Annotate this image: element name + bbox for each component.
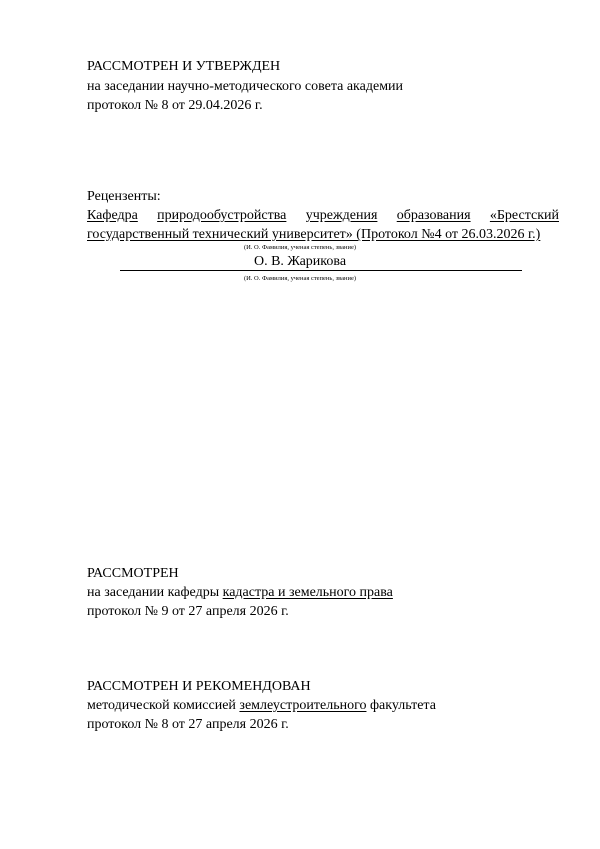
reviewer-1-word: образования [396, 208, 471, 223]
reviewer-2-name: О. В. Жарикова [253, 254, 347, 269]
reviewer-1-word: Кафедра [87, 208, 138, 223]
reviewer-1-line-1 [87, 206, 559, 226]
reviewer-1-word: учреждения [305, 208, 378, 223]
approved-line-1: на заседании научно-методического совета академии [87, 79, 404, 94]
reviewer-1-caption: (И. О. Фамилия, ученая степень, звание) [243, 244, 357, 251]
reviewer-1-line-2: государственный технический университет» (Протокол №4 от 26.03.2026 г.) [87, 227, 541, 242]
department-line-2: протокол № 9 от 27 апреля 2026 г. [87, 604, 289, 619]
reviewer-2-signature-line [120, 270, 522, 271]
commission-line-1-prefix: методической комиссией [87, 698, 240, 713]
commission-heading: РАССМОТРЕН И РЕКОМЕНДОВАН [87, 679, 311, 694]
reviewer-1-word: природообустройства [157, 208, 287, 223]
reviewer-1-word: «Брестский [489, 208, 559, 223]
department-line-1-prefix: на заседании кафедры [87, 585, 223, 600]
approved-line-2: протокол № 8 от 29.04.2026 г. [87, 98, 263, 113]
faculty-name: землеустроительного [239, 698, 367, 713]
reviewers-heading: Рецензенты: [87, 189, 161, 204]
commission-line-1-suffix: факультета [366, 698, 436, 713]
department-heading: РАССМОТРЕН [87, 566, 179, 581]
approved-heading: РАССМОТРЕН И УТВЕРЖДЕН [87, 59, 281, 74]
department-line-1 [87, 583, 393, 603]
commission-line-2: протокол № 8 от 27 апреля 2026 г. [87, 717, 289, 732]
commission-line-1 [87, 696, 436, 716]
reviewer-2-caption: (И. О. Фамилия, ученая степень, звание) [243, 275, 357, 282]
department-name: кадастра и земельного права [222, 585, 393, 600]
